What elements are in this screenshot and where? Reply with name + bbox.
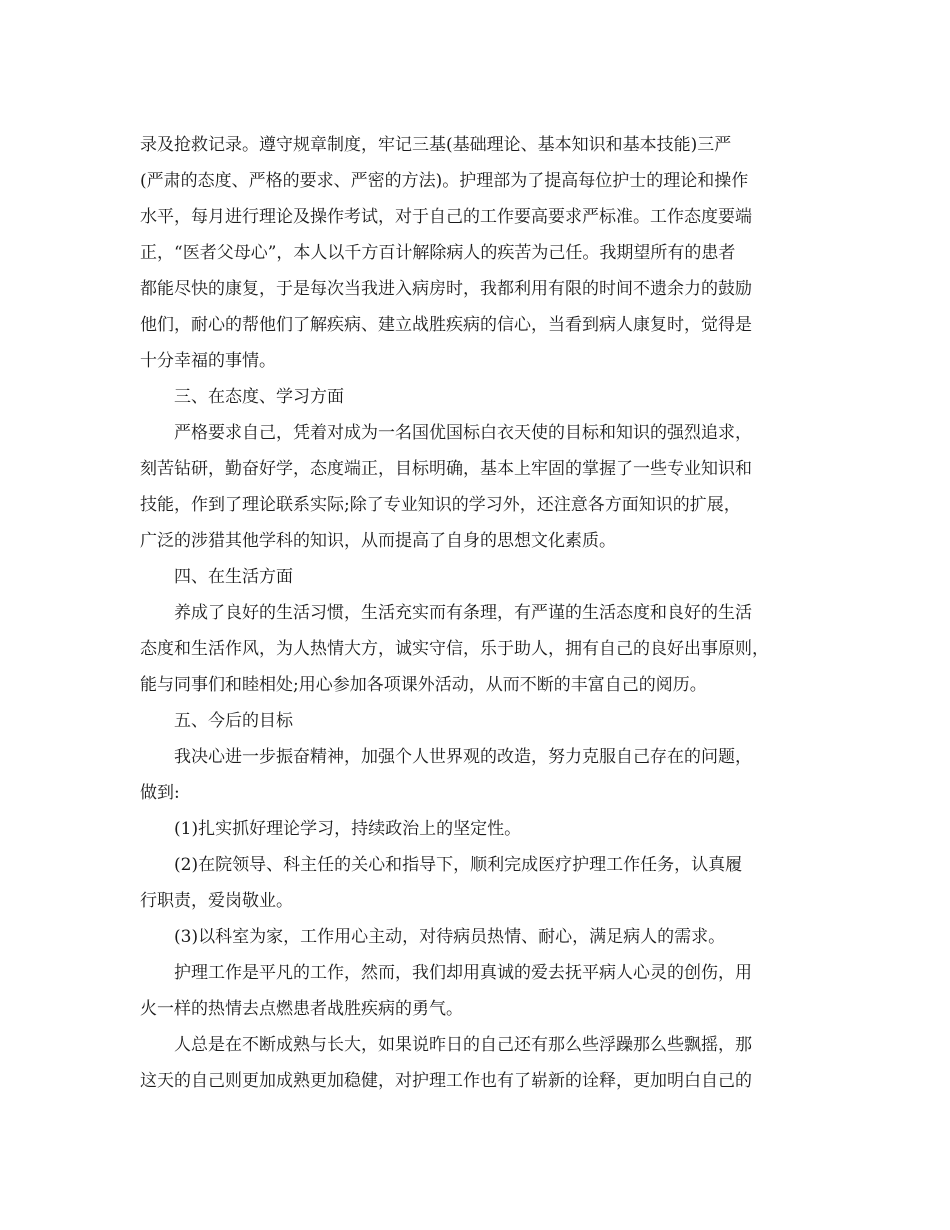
text-line: 刻苦钻研，勤奋好学，态度端正，目标明确，基本上牢固的掌握了一些专业知识和 (140, 459, 752, 479)
list-item: (2)在院领导、科主任的关心和指导下，顺利完成医疗护理工作任务，认真履 (174, 855, 743, 875)
text-line: 火一样的热情去点燃患者战胜疾病的勇气。 (140, 999, 463, 1019)
list-item: (1)扎实抓好理论学习，持续政治上的坚定性。 (174, 819, 522, 839)
text-line: 态度和生活作风，为人热情大方，诚实守信，乐于助人，拥有自己的良好出事原则， (140, 639, 769, 659)
text-line: 都能尽快的康复，于是每次当我进入病房时，我都利用有限的时间不遗余力的鼓励 (140, 279, 752, 299)
text-line: 行职责，爱岗敬业。 (140, 891, 293, 911)
list-item: (3)以科室为家，工作用心主动，对待病员热情、耐心，满足病人的需求。 (174, 927, 726, 947)
text-line: 录及抢救记录。遵守规章制度，牢记三基(基础理论、基本知识和基本技能)三严 (140, 135, 732, 155)
text-line: 这天的自己则更加成熟更加稳健，对护理工作也有了崭新的诠释，更加明白自己的 (140, 1071, 752, 1091)
section-heading: 三、在态度、学习方面 (174, 387, 344, 407)
text-line: 水平，每月进行理论及操作考试，对于自己的工作要高要求严标准。工作态度要端 (140, 207, 752, 227)
text-line: 严格要求自己，凭着对成为一名国优国标白衣天使的目标和知识的强烈追求， (174, 423, 752, 443)
text-line: 广泛的涉猎其他学科的知识，从而提高了自身的思想文化素质。 (140, 531, 616, 551)
text-line: 人总是在不断成熟与长大，如果说昨日的自己还有那么些浮躁那么些飘摇，那 (174, 1035, 752, 1055)
text-line: 能与同事们和睦相处;用心参加各项课外活动，从而不断的丰富自己的阅历。 (140, 675, 707, 695)
text-line: 正，“医者父母心”，本人以千方百计解除病人的疾苦为己任。我期望所有的患者 (140, 243, 736, 263)
section-heading: 五、今后的目标 (174, 711, 293, 731)
text-line: 养成了良好的生活习惯，生活充实而有条理，有严谨的生活态度和良好的生活 (174, 603, 752, 623)
text-line: 做到: (140, 783, 180, 803)
document-body (140, 130, 820, 1097)
text-line: (严肃的态度、严格的要求、严密的方法)。护理部为了提高每位护士的理论和操作 (140, 171, 749, 191)
text-line: 护理工作是平凡的工作，然而，我们却用真诚的爱去抚平病人心灵的创伤，用 (174, 963, 752, 983)
text-line: 他们，耐心的帮他们了解疾病、建立战胜疾病的信心，当看到病人康复时，觉得是 (140, 315, 752, 335)
text-line: 我决心进一步振奋精神，加强个人世界观的改造，努力克服自己存在的问题， (174, 747, 752, 767)
section-heading: 四、在生活方面 (174, 567, 293, 587)
text-line: 技能，作到了理论联系实际;除了专业知识的学习外，还注意各方面知识的扩展， (140, 495, 741, 515)
text-line: 十分幸福的事情。 (140, 351, 276, 371)
